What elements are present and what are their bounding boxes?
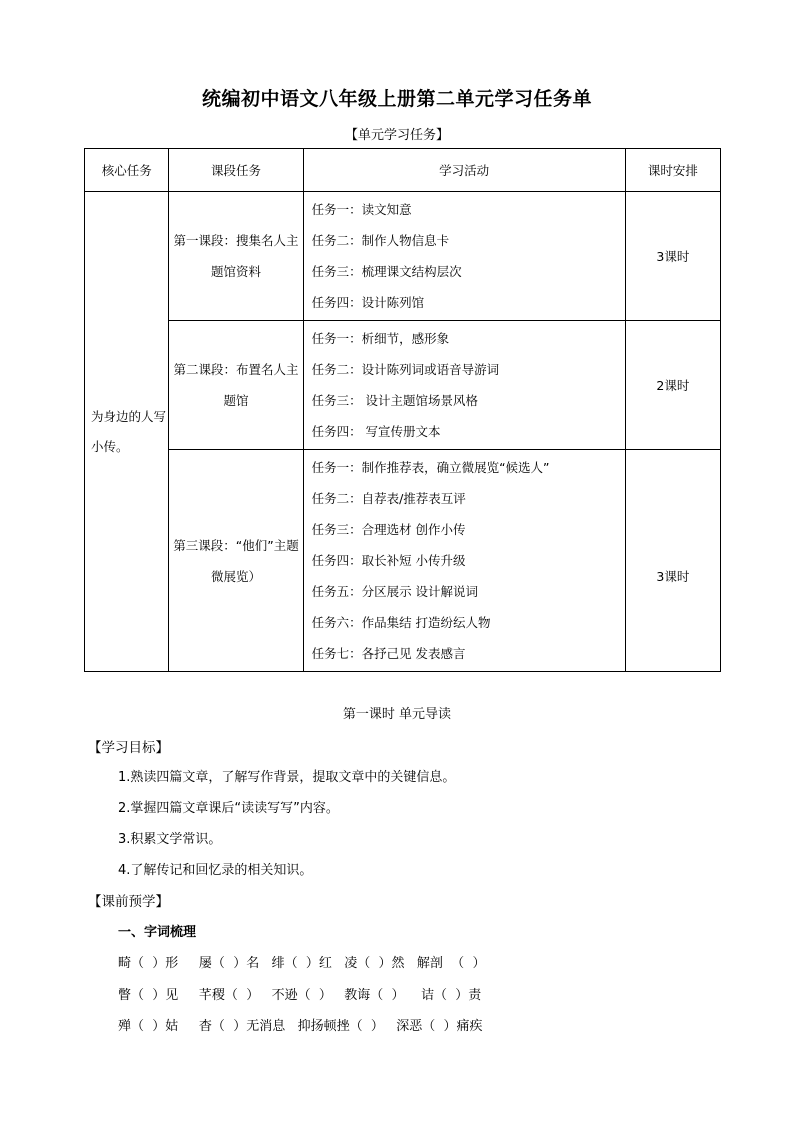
activity-item: 任务四：取长补短 小传升级: [311, 553, 466, 568]
header-segment-task: 课段任务: [169, 149, 303, 192]
section-heading: 一、字词梳理: [118, 925, 197, 940]
header-class-hours: 课时安排: [625, 149, 720, 192]
activity-item: 任务三：合理选材 创作小传: [311, 522, 466, 537]
class-hours: 3课时: [625, 192, 720, 321]
activity-item: 任务一：读文知意: [311, 202, 412, 217]
core-task-cell: 为身边的人写小传。: [85, 192, 169, 672]
goals-heading: 【学习目标】: [88, 740, 169, 756]
table-row: [85, 321, 721, 450]
activity-item: 任务一：制作推荐表，确立微展览“候选人”: [311, 460, 550, 475]
activity-item: 任务三： 设计主题馆场景风格: [311, 393, 479, 408]
goal-item: 4.了解传记和回忆录的相关知识。: [118, 863, 313, 878]
activity-item: 任务七：各抒己见 发表感言: [311, 646, 466, 661]
activity-item: 任务六：作品集结 打造纷纭人物: [311, 615, 491, 630]
activity-item: 任务二：设计陈列词或语音导游词: [311, 362, 500, 377]
activity-item: 任务四： 写宣传册文本: [311, 424, 441, 439]
word-exercise-row: 殚（ ）姑 杳（ ）无消息 抑扬顿挫（ ） 深恶（ ）痛疾: [118, 1019, 483, 1034]
activity-item: 任务二：制作人物信息卡: [311, 233, 450, 248]
activity-list: [303, 450, 625, 672]
document-title: 统编初中语文八年级上册第二单元学习任务单: [201, 88, 592, 110]
header-core-task: 核心任务: [85, 149, 169, 192]
activity-item: 任务四：设计陈列馆: [311, 295, 425, 310]
class-hours: 3课时: [625, 450, 720, 672]
goal-item: 2.掌握四篇文章课后“读读写写”内容。: [118, 801, 339, 816]
activity-item: 任务一：析细节，感形象: [311, 331, 450, 346]
activity-list: [303, 192, 625, 321]
word-exercise-row: 畸（ ）形 屡（ ）名 绯（ ）红 凌（ ）然 解剖 （ ）: [118, 956, 486, 971]
unit-task-table: [84, 148, 721, 672]
segment-name: 第二课段：布置名人主题馆: [169, 321, 303, 450]
activity-list: [303, 321, 625, 450]
goal-item: 3.积累文学常识。: [118, 832, 222, 847]
class-hours: 2课时: [625, 321, 720, 450]
segment-name: 第一课段：搜集名人主题馆资料: [169, 192, 303, 321]
unit-tasks-heading: 【单元学习任务】: [344, 128, 449, 143]
table-row: [85, 450, 721, 672]
preview-heading: 【课前预学】: [88, 894, 169, 910]
segment-name: 第三课段：“他们”主题微展览）: [169, 450, 303, 672]
activity-item: 任务二：自荐表/推荐表互评: [311, 491, 466, 506]
activity-item: 任务三：梳理课文结构层次: [311, 264, 462, 279]
word-exercise-row: 瞥（ ）见 芊稷（ ） 不逊（ ） 教诲（ ） 诘（ ）责: [118, 988, 482, 1003]
activity-item: 任务五：分区展示 设计解说词: [311, 584, 479, 599]
lesson-title: 第一课时 单元导读: [342, 707, 452, 722]
goal-item: 1.熟读四篇文章，了解写作背景，提取文章中的关键信息。: [118, 770, 456, 785]
table-header-row: [85, 149, 721, 192]
table-row: [85, 192, 721, 321]
header-learning-activities: 学习活动: [303, 149, 625, 192]
